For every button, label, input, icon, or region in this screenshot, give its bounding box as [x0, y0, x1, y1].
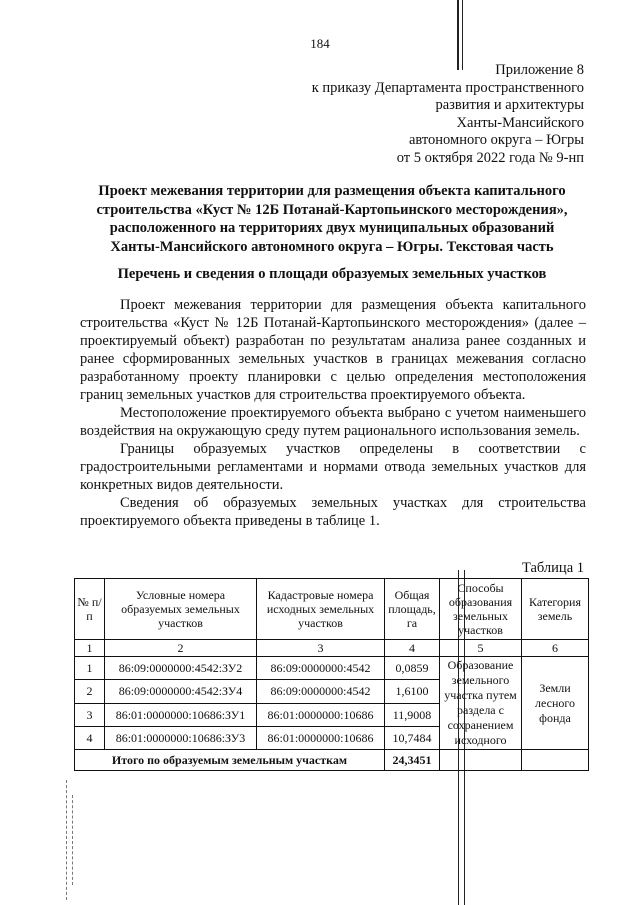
area-value: 0,0859 — [385, 657, 440, 680]
column-number: 3 — [257, 640, 385, 657]
column-number-row — [75, 640, 589, 657]
scan-artifact-line — [462, 0, 463, 70]
paragraph: Местоположение проектируемого объекта выбрано с учетом наименьшего воздействия на окружающую среду путем рационального использования земель. — [80, 405, 586, 439]
appendix-line: развития и архитектуры — [435, 97, 584, 113]
header-cell: Общая площадь, га — [385, 579, 440, 640]
formation-method: Образование земельного участка путем раздела с сохранением исходного — [440, 657, 522, 750]
land-plots-table — [74, 578, 589, 771]
appendix-line: к приказу Департамента пространственного — [311, 79, 584, 96]
column-number: 5 — [440, 640, 522, 657]
empty-cell — [522, 750, 589, 771]
section-title: Перечень и сведения о площади образуемых земельных участков — [117, 266, 547, 282]
body-text — [80, 296, 586, 530]
header-cell: Кадастровые номера исходных земельных участков — [257, 579, 385, 640]
land-category: Земли лесного фонда — [522, 657, 589, 750]
table-total-row — [75, 750, 589, 771]
row-number: 4 — [75, 726, 105, 749]
row-number: 2 — [75, 680, 105, 703]
empty-cell — [440, 750, 522, 771]
plot-number: 86:09:0000000:4542:ЗУ4 — [105, 680, 257, 703]
area-value: 10,7484 — [385, 726, 440, 749]
appendix-line: Ханты-Мансийского — [456, 114, 584, 131]
column-number: 2 — [105, 640, 257, 657]
scan-artifact-line — [457, 0, 459, 70]
header-cell: № п/п — [75, 579, 105, 640]
area-value: 11,9008 — [385, 703, 440, 726]
cadastral-number: 86:09:0000000:4542 — [257, 680, 385, 703]
title-line: расположенного на территориях двух муниципальных образований — [109, 220, 555, 236]
row-number: 1 — [75, 657, 105, 680]
scan-artifact-dash — [72, 795, 73, 885]
plot-number: 86:01:0000000:10686:ЗУ1 — [105, 703, 257, 726]
title-line: Ханты-Мансийского автономного округа – Югры. Текстовая часть — [110, 238, 554, 255]
table-header-row — [75, 579, 589, 640]
cadastral-number: 86:01:0000000:10686 — [257, 726, 385, 749]
column-number: 1 — [75, 640, 105, 657]
paragraph: Проект межевания территории для размещения объекта капитального строительства «Куст № 12Б Потанай-Картопьинского месторождения» (далее – проектируемый объект) разработан по результатам анализа ранее созданных и ранее сформированных земельных участков в границах межевания согласно разработанному проекту планировки с целью определения местоположения границ земельных участков для строительства проектируемого объекта. — [80, 297, 586, 403]
plot-number: 86:01:0000000:10686:ЗУ3 — [105, 726, 257, 749]
cadastral-number: 86:09:0000000:4542 — [257, 657, 385, 680]
column-number: 4 — [385, 640, 440, 657]
table-caption: Таблица 1 — [521, 560, 584, 576]
document-title — [74, 182, 590, 256]
area-value: 1,6100 — [385, 680, 440, 703]
header-cell: Способы образования земельных участков — [440, 579, 522, 640]
paragraph: Сведения об образуемых земельных участках для строительства проектируемого объекта приведены в таблице 1. — [80, 495, 586, 529]
total-label: Итого по образуемым земельным участкам — [75, 750, 385, 771]
appendix-line: автономного округа – Югры — [408, 132, 584, 148]
title-line: Проект межевания территории для размещения объекта капитального — [98, 183, 566, 199]
appendix-line: Приложение 8 — [495, 62, 584, 78]
scan-artifact-dash — [66, 780, 67, 900]
appendix-block — [312, 62, 584, 167]
plot-number: 86:09:0000000:4542:ЗУ2 — [105, 657, 257, 680]
page-number: 184 — [310, 36, 330, 51]
paragraph: Границы образуемых участков определены в соответствии с градостроительными регламентами и нормами отвода земельных участков для конкретных видов деятельности. — [80, 441, 586, 493]
appendix-line: от 5 октября 2022 года № 9-нп — [396, 149, 584, 166]
row-number: 3 — [75, 703, 105, 726]
total-value: 24,3451 — [385, 750, 440, 771]
column-number: 6 — [522, 640, 589, 657]
table-row — [75, 657, 589, 680]
header-cell: Категория земель — [522, 579, 589, 640]
title-line: строительства «Куст № 12Б Потанай-Картопьинского месторождения», — [96, 201, 568, 218]
cadastral-number: 86:01:0000000:10686 — [257, 703, 385, 726]
header-cell: Условные номера образуемых земельных участков — [105, 579, 257, 640]
